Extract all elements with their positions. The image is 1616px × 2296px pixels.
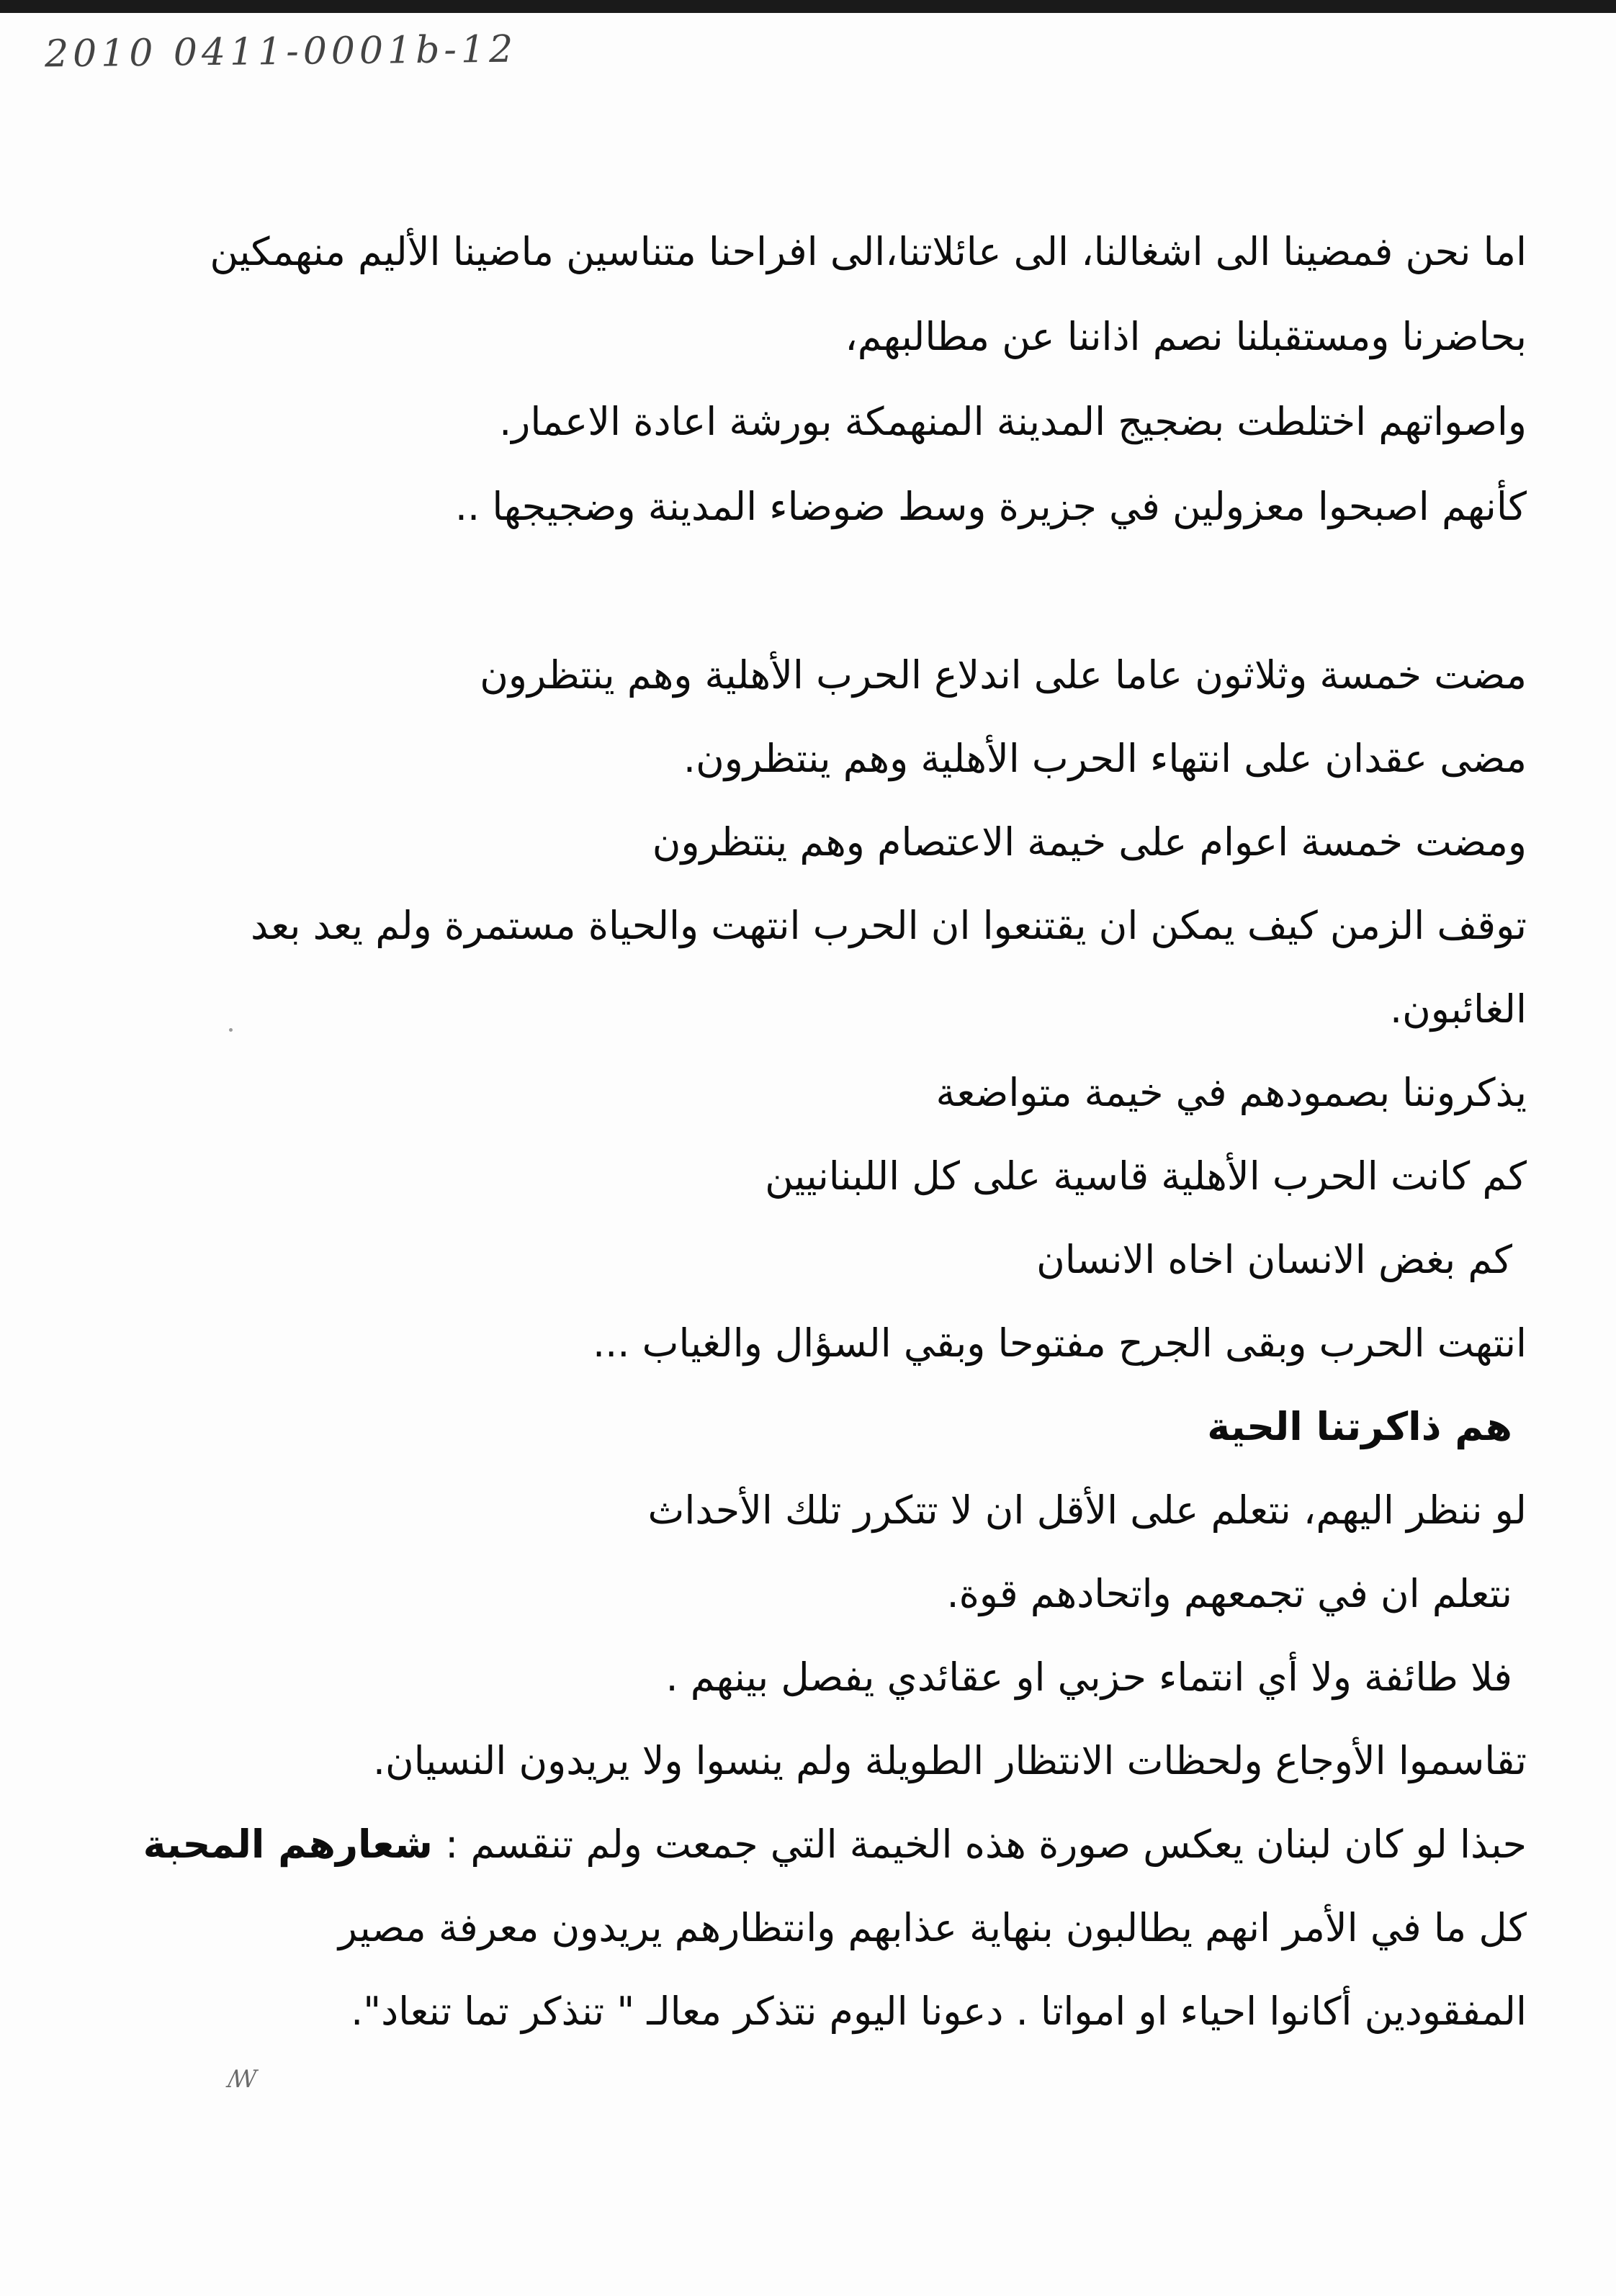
text-line-5: مضت خمسة وثلاثون عاما على اندلاع الحرب الأهلية وهم ينتظرون [480, 652, 1527, 698]
text-line-8: توقف الزمن كيف يمكن ان يقتنعوا ان الحرب انتهت والحياة مستمرة ولم يعد بعد [251, 903, 1527, 948]
text-line-19-bold-slogan: شعارهم المحبة [143, 1822, 433, 1867]
text-line-12: كم بغض الانسان اخاه الانسان [1036, 1237, 1512, 1282]
text-line-4: كأنهم اصبحوا معزولين في جزيرة وسط ضوضاء المدينة وضجيجها .. [454, 484, 1527, 529]
text-line-2: بحاضرنا ومستقبلنا نصم اذاننا عن مطالبهم، [845, 314, 1527, 359]
text-line-20: كل ما في الأمر انهم يطالبون بنهاية عذابهم وانتظارهم يريدون معرفة مصير [338, 1905, 1527, 1950]
text-line-3: واصواتهم اختلطت بضجيج المدينة المنهمكة بورشة اعادة الاعمار. [499, 399, 1527, 444]
letter-body [143, 0, 1527, 2296]
text-line-19-regular: حبذا لو كان لبنان يعكس صورة هذه الخيمة التي جمعت ولم تنقسم : [445, 1822, 1527, 1867]
handwritten-initial-mark: ꟿ [228, 2065, 257, 2094]
text-line-6: مضى عقدان على انتهاء الحرب الأهلية وهم ينتظرون. [683, 736, 1527, 781]
text-line-17: فلا طائفة ولا أي انتماء حزبي او عقائدي يفصل بينهم . [665, 1655, 1512, 1700]
text-line-9: الغائبون. [1389, 986, 1527, 1032]
text-line-15: لو ننظر اليهم، نتعلم على الأقل ان لا تتكرر تلك الأحداث [647, 1487, 1527, 1533]
text-line-18: تقاسموا الأوجاع ولحظات الانتظار الطويلة ولم ينسوا ولا يريدون النسيان. [372, 1738, 1527, 1783]
text-line-11: كم كانت الحرب الأهلية قاسية على كل اللبنانيين [765, 1153, 1527, 1199]
text-line-10: يذكروننا بصمودهم في خيمة متواضعة [935, 1070, 1527, 1115]
text-line-13: انتهت الحرب وبقى الجرح مفتوحا وبقي السؤال والغياب ... [592, 1320, 1527, 1366]
handwritten-reference-number: 2010 0411-0001b-12 [44, 27, 518, 76]
text-line-16: نتعلم ان في تجمعهم واتحادهم قوة. [946, 1571, 1512, 1616]
text-line-7: ومضت خمسة اعوام على خيمة الاعتصام وهم ينتظرون [652, 819, 1527, 865]
text-line-1: اما نحن فمضينا الى اشغالنا، الى عائلاتنا،الى افراحنا متناسين ماضينا الأليم منهمكين [210, 229, 1527, 274]
text-line-14-heading: هم ذاكرتنا الحية [1207, 1404, 1512, 1449]
text-line-21: المفقودين أكانوا احياء او امواتا . دعونا اليوم نتذكر معالـ " تنذكر تما تنعاد". [351, 1989, 1527, 2034]
text-line-19 [143, 1822, 1527, 1868]
